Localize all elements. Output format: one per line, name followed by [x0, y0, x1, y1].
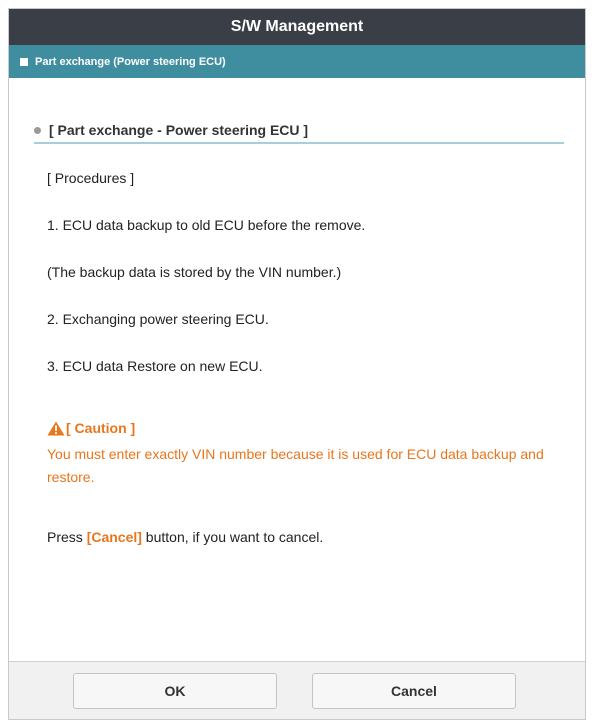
press-note-prefix: Press	[47, 529, 87, 545]
caution-text: You must enter exactly VIN number because it is used for ECU data backup and restore.	[47, 446, 544, 485]
dialog-title: S/W Management	[9, 9, 585, 45]
step-note: (The backup data is stored by the VIN number.)	[47, 264, 342, 280]
press-note-suffix: button, if you want to cancel.	[141, 529, 324, 545]
content-area	[9, 78, 585, 663]
press-cancel-note	[47, 529, 323, 545]
section-heading	[34, 122, 564, 144]
caution-title: [ Caution ]	[66, 420, 136, 436]
cancel-button[interactable]: Cancel	[312, 673, 516, 709]
ok-button[interactable]: OK	[73, 673, 277, 709]
subheader-bar	[9, 45, 585, 78]
caution-heading	[47, 420, 135, 436]
step-1: 1. ECU data backup to old ECU before the remove.	[47, 217, 366, 233]
subheader-label: Part exchange (Power steering ECU)	[35, 55, 226, 68]
step-3: 3. ECU data Restore on new ECU.	[47, 358, 263, 374]
sw-management-dialog	[8, 8, 586, 720]
step-2: 2. Exchanging power steering ECU.	[47, 311, 269, 327]
warning-triangle-icon	[47, 421, 65, 436]
press-note-highlight: [Cancel]	[86, 529, 142, 545]
section-title: [ Part exchange - Power steering ECU ]	[49, 122, 309, 138]
bullet-dot-icon	[34, 127, 41, 134]
square-bullet-icon	[20, 58, 28, 66]
procedures-label: [ Procedures ]	[47, 170, 135, 186]
button-bar	[9, 661, 585, 719]
